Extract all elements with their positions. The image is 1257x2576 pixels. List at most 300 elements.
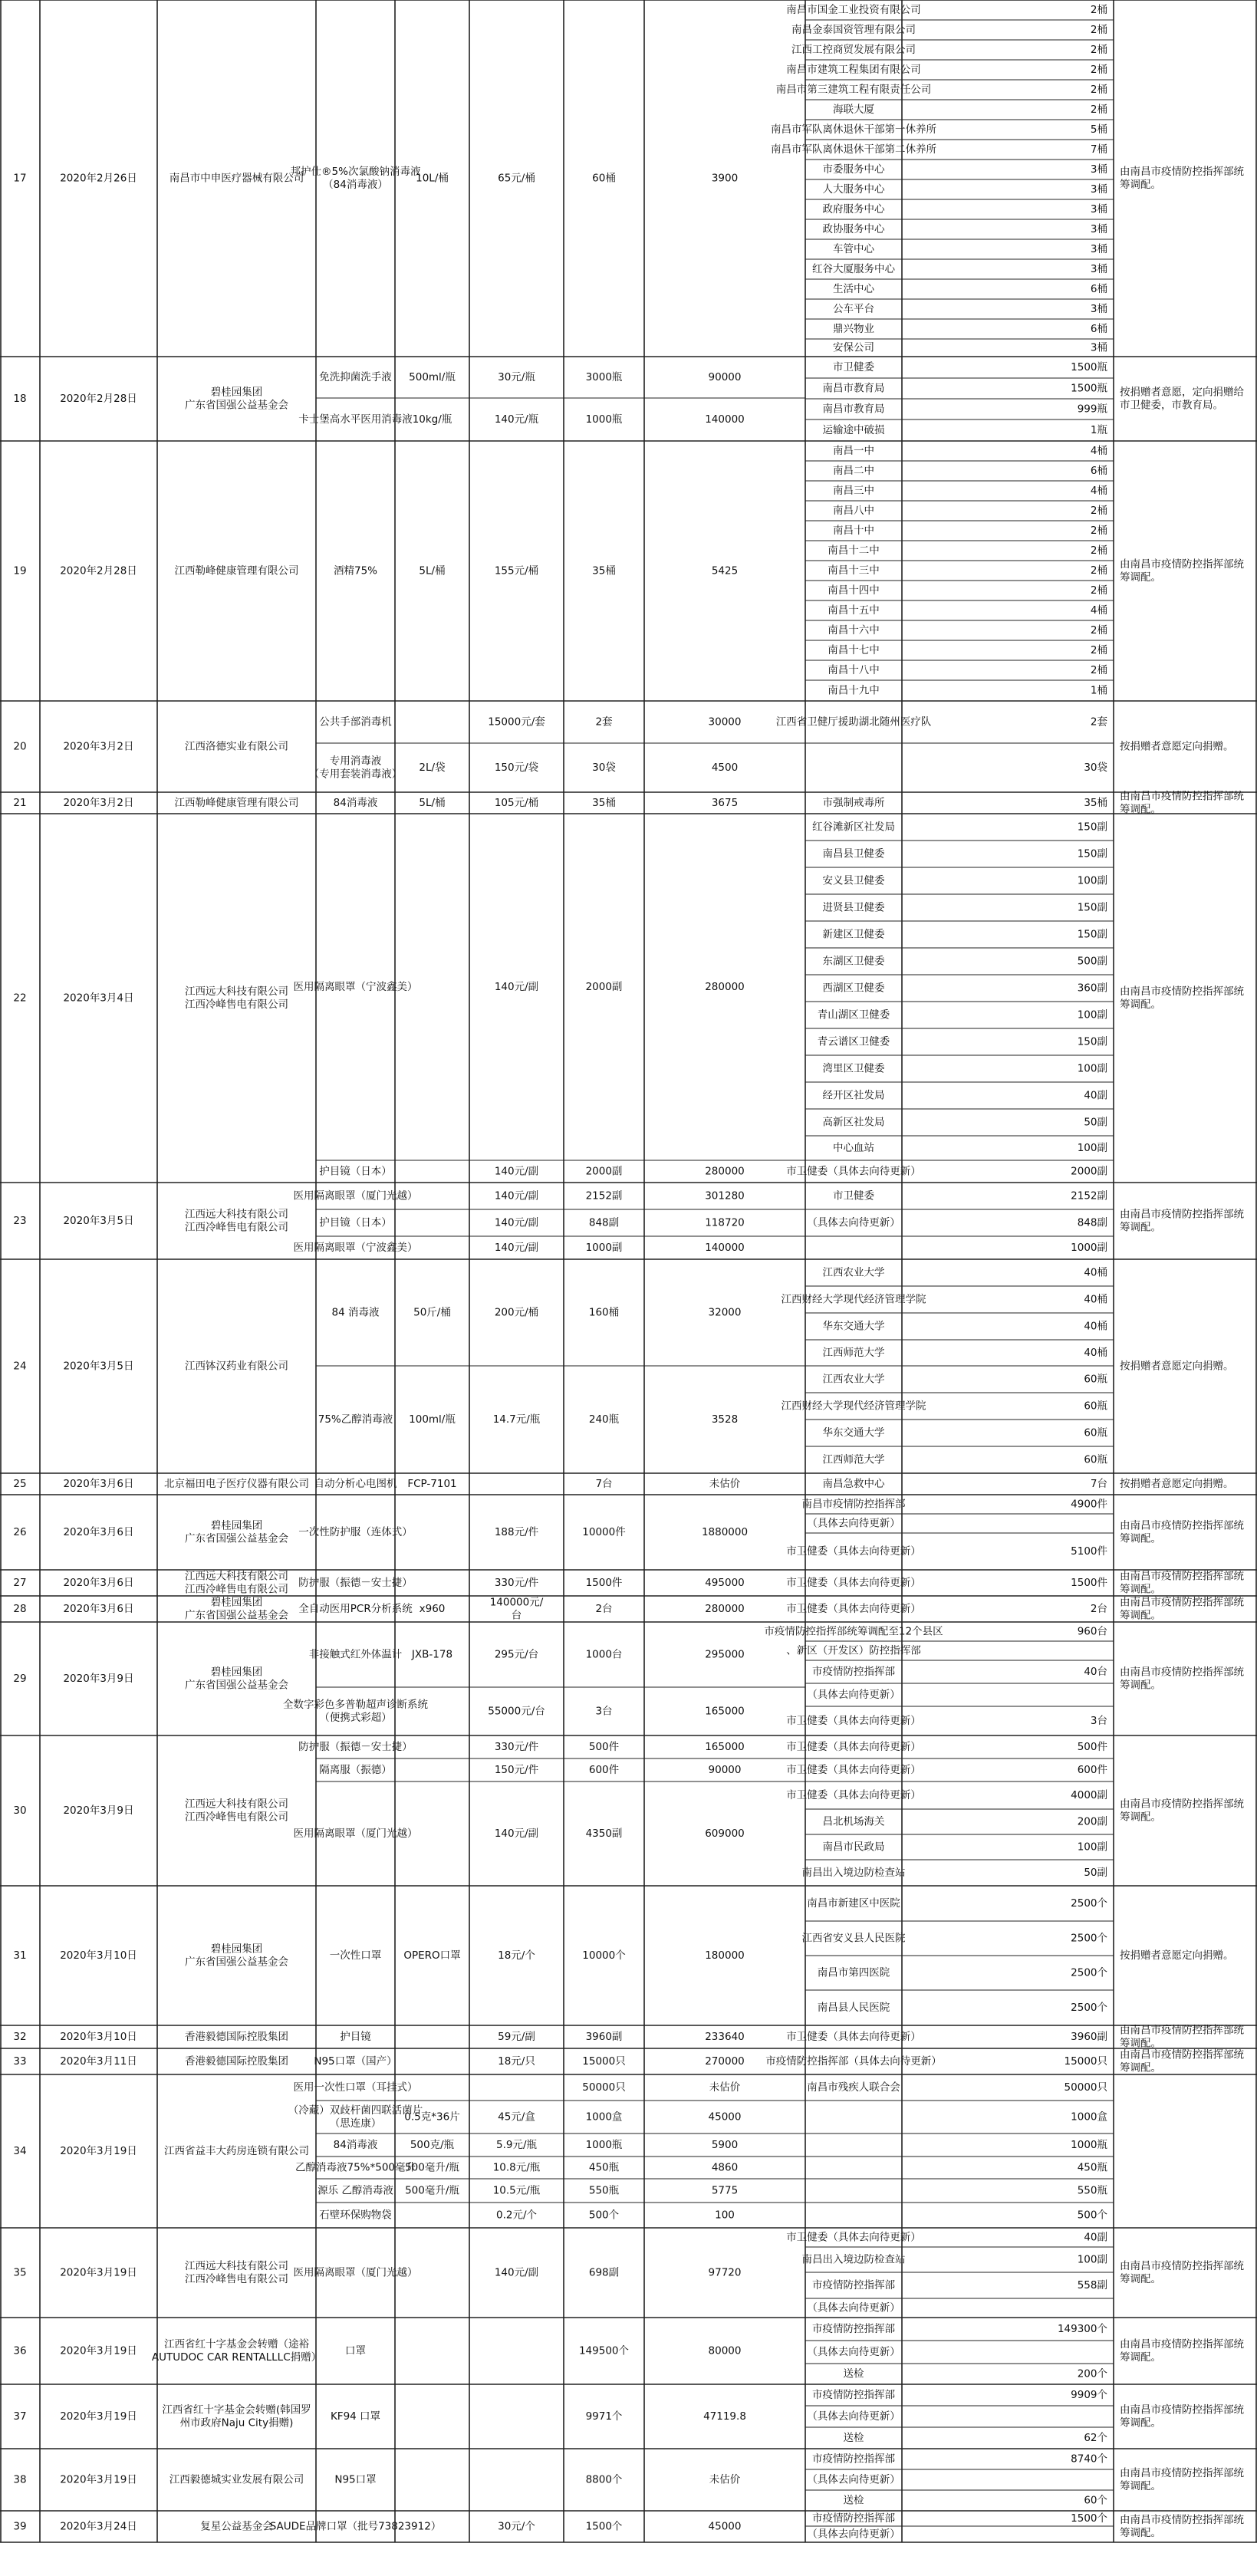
recipient-quantity: 3桶 [1090,223,1107,235]
item-amount: 495000 [705,1577,745,1589]
recipient-quantity: 848副 [1077,1216,1107,1229]
remark-text: 筹调配。 [1120,1811,1161,1824]
donation-date: 2020年3月2日 [63,797,134,809]
row-number: 30 [13,1805,27,1817]
recipient-name: 南昌市民政局 [822,1841,885,1854]
item-price: 14.7元/瓶 [492,1413,541,1426]
item-amount: 90000 [708,371,742,383]
item-quantity: 1000瓶 [585,413,623,426]
recipient-quantity: 60个 [1084,2494,1107,2507]
recipient-name: 市卫健委（具体去向待更新） [786,1577,921,1589]
item-quantity: 450瓶 [588,2161,620,2174]
item-name: 医用隔离眼罩（宁波鑫美） [293,1242,418,1254]
recipient-name: 市卫健委（具体去向待更新） [786,1545,921,1558]
item-name: 护目镜（日本） [319,1216,392,1229]
recipient-quantity: 40桶 [1084,1293,1107,1306]
donor-name: AUTUDOC CAR RENTALLLC捐赠） [151,2351,322,2364]
item-name: （冷藏）双歧杆菌四联活菌片 [288,2104,423,2117]
recipient-name: 运输途中破损 [822,424,885,436]
recipient-quantity: 558副 [1077,2279,1107,2291]
item-price: 0.2元/个 [495,2209,538,2222]
recipient-quantity: 60瓶 [1084,1400,1107,1413]
donor-name: 江西冷峰售电有限公司 [185,998,288,1011]
recipient-name: 市卫健委（具体去向待更新） [786,1741,921,1753]
item-amount: 100 [715,2209,735,2222]
item-name: KF94 口罩 [330,2410,381,2423]
donation-date: 2020年3月2日 [63,740,134,753]
item-quantity: 550瓶 [588,2184,620,2197]
remark-text: 筹调配。 [1120,2416,1161,2430]
recipient-quantity: 149300个 [1057,2323,1107,2335]
recipient-name: 南昌十八中 [828,664,880,676]
item-quantity: 3台 [595,1705,613,1718]
recipient-name: 南昌市疫情防控指挥部 [801,1498,906,1511]
remark-text: 按捐赠者意愿定向捐赠。 [1120,1360,1234,1373]
item-quantity: 15000只 [582,2055,626,2068]
donor-name: 广东省国强公益基金会 [185,1679,288,1692]
recipient-quantity: 2桶 [1090,64,1107,76]
recipient-quantity: 1桶 [1090,684,1107,697]
item-price: 10.8元/瓶 [492,2161,541,2174]
recipient-name: 海联大厦 [833,104,874,116]
recipient-name: 南昌一中 [833,445,874,457]
remark-text: 筹调配。 [1120,1221,1161,1234]
recipient-name: 南昌金泰国资管理有限公司 [791,24,916,36]
remark-text: 由南昌市疫情防控指挥部统 [1120,2514,1244,2526]
row-number: 24 [13,1360,27,1373]
donor-name: 碧桂园集团 [210,386,263,399]
recipient-quantity: 1瓶 [1090,424,1107,436]
recipient-quantity: 960台 [1077,1625,1107,1638]
item-name: 医用隔离眼罩（宁波鑫美） [293,981,418,993]
remark-text: 由南昌市疫情防控指挥部统 [1120,2024,1244,2037]
donor-name: 碧桂园集团 [210,1943,263,1956]
recipient-name: （具体去向待更新） [807,1216,900,1229]
item-amount: 5775 [711,2184,739,2197]
item-quantity: 9971个 [585,2410,623,2423]
item-quantity: 2套 [595,716,613,729]
remark-text: 由南昌市疫情防控指挥部统 [1120,1666,1244,1679]
row-number: 32 [13,2031,27,2043]
item-spec: 0.5克*36片 [404,2110,460,2124]
remark-text: 由南昌市疫情防控指挥部统 [1120,2338,1244,2351]
item-name: （专用套装消毒液） [308,768,403,781]
item-amount: 4860 [711,2161,739,2174]
item-price: 140元/副 [494,1165,539,1178]
recipient-quantity: 200个 [1077,2367,1107,2380]
recipient-quantity: 5桶 [1090,123,1107,136]
recipient-quantity: 1000瓶 [1071,2139,1107,2151]
recipient-quantity: 3桶 [1090,341,1107,354]
donation-date: 2020年3月6日 [63,1603,134,1615]
recipient-quantity: 4桶 [1090,485,1107,497]
item-price: 台 [511,1609,522,1622]
item-price: 105元/桶 [494,797,539,809]
recipient-name: 南昌十二中 [828,544,880,557]
donor-name: 北京福田电子医疗仪器有限公司 [164,1478,309,1490]
row-number: 21 [13,797,27,809]
recipient-name: 南昌急救中心 [822,1478,885,1490]
recipient-quantity: 6桶 [1090,323,1107,335]
recipient-name: 江西财经大学现代经济管理学院 [781,1293,926,1306]
recipient-quantity: 450瓶 [1077,2161,1107,2174]
remark-text: 按捐赠者意愿定向捐赠。 [1120,740,1234,753]
item-name: 自动分析心电图机 [314,1478,397,1490]
recipient-name: 江西师范大学 [822,1347,885,1359]
recipient-name: 南昌十九中 [828,684,880,697]
recipient-quantity: 1500瓶 [1071,382,1107,395]
recipient-name: 青山湖区卫健委 [817,1008,890,1022]
donor-name: 香港毅德国际控股集团 [185,2055,288,2068]
recipient-quantity: 3桶 [1090,203,1107,215]
donor-name: 江西勒峰健康管理有限公司 [174,797,299,809]
item-amount: 280000 [705,981,745,993]
recipient-name: 南昌十五中 [828,604,880,617]
item-spec: 500ml/瓶 [409,371,456,383]
recipient-quantity: 2500个 [1071,2002,1107,2014]
recipient-name: （具体去向待更新） [807,2410,900,2423]
item-name: 84 消毒液 [331,1306,380,1319]
recipient-name: 南昌县卫健委 [822,847,885,860]
recipient-quantity: 600件 [1077,1764,1107,1776]
recipient-name: 政府服务中心 [822,203,885,215]
remark-text: 由南昌市疫情防控指挥部统 [1120,1798,1244,1811]
donor-name: 广东省国强公益基金会 [185,1956,288,1969]
recipient-quantity: 3桶 [1090,263,1107,275]
recipient-quantity: 4900件 [1071,1498,1107,1511]
recipient-quantity: 100副 [1077,1008,1107,1022]
recipient-quantity: 150副 [1077,928,1107,941]
item-quantity: 10000件 [582,1526,626,1538]
recipient-name: （具体去向待更新） [807,2346,900,2358]
remark-text: 按捐赠者意愿定向捐赠。 [1120,1949,1234,1962]
item-name: 医用一次性口罩（耳挂式） [293,2081,418,2094]
recipient-quantity: 150副 [1077,821,1107,834]
remark-text: 筹调配。 [1120,1532,1161,1545]
item-name: N95口罩（国产） [314,2055,397,2068]
recipient-name: 江西师范大学 [822,1453,885,1466]
item-amount: 90000 [708,1764,742,1776]
item-name: N95口罩 [334,2473,377,2486]
donation-date: 2020年3月19日 [60,2473,137,2486]
donor-name: 江西远大科技有限公司 [185,1570,288,1583]
recipient-name: （具体去向待更新） [807,2473,900,2486]
item-name: 医用隔离眼罩（厦门光越） [293,1828,418,1840]
item-amount: 5425 [711,564,739,577]
item-price: 330元/件 [494,1577,539,1589]
item-name: 口罩 [345,2344,366,2357]
recipient-name: 南昌市残疾人联合会 [807,2081,900,2094]
remark-text: 由南昌市疫情防控指挥部统 [1120,166,1244,178]
row-number: 27 [13,1577,27,1589]
donation-date: 2020年3月19日 [60,2410,137,2423]
recipient-quantity: 40桶 [1084,1347,1107,1359]
remark-text: 筹调配。 [1120,1583,1161,1596]
item-price: 200元/桶 [494,1306,539,1319]
recipient-quantity: 500件 [1077,1741,1107,1753]
recipient-quantity: 2桶 [1090,24,1107,36]
recipient-name: 华东交通大学 [822,1426,885,1439]
item-amount: 30000 [708,716,742,729]
item-amount: 5900 [711,2139,739,2151]
recipient-quantity: 50副 [1084,1867,1107,1879]
recipient-name: 南昌市第三建筑工程有限责任公司 [775,84,932,96]
row-number: 26 [13,1526,27,1538]
recipient-name: 送检 [843,2367,864,2380]
item-quantity: 1000盒 [585,2110,623,2124]
donation-date: 2020年3月19日 [60,2344,137,2357]
recipient-name: 新建区卫健委 [822,928,885,941]
donor-name: 广东省国强公益基金会 [185,1532,288,1545]
remark-text: 由南昌市疫情防控指挥部统 [1120,558,1244,571]
item-spec: 100ml/瓶 [409,1413,456,1426]
recipient-quantity: 2台 [1090,1603,1107,1615]
row-number: 20 [13,740,27,753]
recipient-quantity: 200副 [1077,1815,1107,1828]
recipient-quantity: 4桶 [1090,445,1107,457]
recipient-name: 南昌市国金工业投资有限公司 [786,4,921,16]
remark-text: 按捐赠者意愿定向捐赠。 [1120,1478,1234,1490]
item-price: 155元/桶 [494,564,539,577]
recipient-quantity: 3960副 [1071,2031,1107,2043]
recipient-name: 西湖区卫健委 [822,982,885,995]
recipient-quantity: 3桶 [1090,163,1107,176]
recipient-name: 进贤县卫健委 [822,901,885,914]
recipient-quantity: 40桶 [1084,1320,1107,1333]
donor-name: 碧桂园集团 [210,1519,263,1532]
recipient-name: 经开区社发局 [822,1089,885,1102]
remark-text: 由南昌市疫情防控指挥部统 [1120,2260,1244,2272]
recipient-name: 南昌十四中 [828,584,880,597]
item-name: 专用消毒液 [329,755,382,768]
remark-text: 筹调配。 [1120,2273,1161,2285]
item-amount: 47119.8 [703,2410,746,2423]
item-amount: 80000 [708,2344,742,2357]
item-price: 140元/副 [494,981,539,993]
recipient-name: 市疫情防控指挥部（具体去向待更新） [765,2055,942,2068]
recipient-quantity: 2桶 [1090,644,1107,656]
item-amount: 未估价 [709,2081,741,2094]
donation-date: 2020年3月10日 [60,1949,137,1962]
item-name: 84消毒液 [333,797,378,809]
remark-text: 由南昌市疫情防控指挥部统 [1120,2403,1244,2416]
recipient-name: 送检 [843,2494,864,2507]
recipient-quantity: 2套 [1090,716,1107,729]
remark-text: 筹调配。 [1120,2480,1161,2492]
item-spec: FCP-7101 [407,1478,457,1490]
donor-name: 江西省红十字基金会转赠（途裕 [164,2338,309,2351]
item-spec: 10kg/瓶 [412,413,452,426]
recipient-quantity: 35桶 [1084,797,1107,809]
recipient-quantity: 7台 [1090,1478,1107,1490]
recipient-quantity: 100副 [1077,874,1107,887]
item-quantity: 7台 [595,1478,613,1490]
donor-name: 广东省国强公益基金会 [185,399,288,412]
item-price: 15000元/套 [488,716,545,729]
item-amount: 280000 [705,1165,745,1178]
item-quantity: 500个 [588,2209,620,2222]
donor-name: 州市政府Naju City捐赠) [179,2416,294,2430]
recipient-quantity: 6桶 [1090,465,1107,477]
row-number: 34 [13,2145,27,2157]
item-amount: 1880000 [701,1526,749,1538]
item-amount: 295000 [705,1648,745,1661]
recipient-quantity: 60瓶 [1084,1426,1107,1439]
donor-name: 江西勒峰健康管理有限公司 [174,564,299,577]
item-price: 140元/副 [494,2266,539,2279]
donation-date: 2020年3月19日 [60,2266,137,2279]
recipient-quantity: 3台 [1090,1715,1107,1727]
remark-text: 筹调配。 [1120,998,1161,1011]
remark-text: 市卫健委，市教育局。 [1120,399,1223,412]
recipient-quantity: 40台 [1084,1666,1107,1678]
item-amount: 140000 [705,1242,745,1254]
item-name: 全自动医用PCR分析系统 [298,1603,413,1615]
item-price: 5.9元/瓶 [495,2139,538,2151]
item-name: 酒精75% [333,564,378,577]
recipient-quantity: 150副 [1077,901,1107,914]
recipient-quantity: 2桶 [1090,664,1107,676]
recipient-quantity: 4桶 [1090,604,1107,617]
remark-text: 由南昌市疫情防控指挥部统 [1120,2467,1244,2479]
recipient-quantity: 500副 [1077,955,1107,968]
recipient-name: 市疫情防控指挥部 [812,2323,895,2335]
item-amount: 未估价 [709,1478,741,1490]
donor-name: 江西毅德城实业发展有限公司 [169,2473,304,2486]
recipient-name: 市卫健委（具体去向待更新） [786,1715,921,1727]
recipient-name: 南昌十三中 [828,564,880,577]
item-price: 59元/副 [498,2031,535,2043]
item-quantity: 35桶 [592,797,616,809]
donor-name: 复星公益基金会 [200,2520,273,2533]
remark-text: 由南昌市疫情防控指挥部统 [1120,790,1244,803]
donation-date: 2020年3月11日 [60,2055,137,2068]
remark-text: 筹调配。 [1120,2037,1161,2050]
recipient-quantity: 100副 [1077,2253,1107,2266]
item-price: 65元/桶 [498,172,535,185]
item-spec: 500毫升/瓶 [405,2184,459,2197]
item-amount: 97720 [708,2266,742,2279]
recipient-name: 江西省卫健厅援助湖北随州医疗队 [775,716,932,729]
donor-name: 江西省益丰大药房连锁有限公司 [164,2145,309,2157]
recipient-name: 南昌十中 [833,525,874,537]
recipient-name: （具体去向待更新） [807,2528,900,2541]
recipient-quantity: 60瓶 [1084,1453,1107,1466]
recipient-name: （具体去向待更新） [807,2301,900,2314]
recipient-quantity: 7桶 [1090,143,1107,156]
donation-date: 2020年3月5日 [63,1215,134,1227]
recipient-name: 市卫健委（具体去向待更新） [786,1764,921,1776]
recipient-quantity: 2000副 [1071,1165,1107,1178]
item-spec: JXB-178 [411,1648,453,1661]
item-price: 140000元/ [489,1596,544,1609]
item-spec: 5L/桶 [419,797,446,809]
recipient-quantity: 100副 [1077,1062,1107,1075]
item-price: 150元/件 [494,1764,539,1776]
donor-name: 江西远大科技有限公司 [185,2260,288,2272]
item-quantity: 149500个 [578,2344,630,2357]
donation-date: 2020年3月5日 [63,1360,134,1373]
item-amount: 165000 [705,1741,745,1753]
recipient-name: 南昌出入境边防检查站 [801,1867,906,1879]
recipient-name: 市卫健委（具体去向待更新） [786,1165,921,1178]
item-name: SAUDE品牌口罩（批号73823912） [269,2520,442,2533]
donation-date: 2020年3月6日 [63,1526,134,1538]
item-name: （84消毒液） [323,179,388,191]
recipient-name: 市卫健委 [833,361,874,373]
recipient-name: 南昌二中 [833,465,874,477]
item-name: 护目镜（日本） [319,1165,392,1178]
recipient-name: （具体去向待更新） [807,1689,900,1701]
recipient-name: 市疫情防控指挥部 [812,2389,895,2401]
donor-name: 江西远大科技有限公司 [185,985,288,998]
item-amount: 3528 [711,1413,739,1426]
recipient-quantity: 2152副 [1071,1189,1107,1202]
recipient-name: 东湖区卫健委 [822,955,885,968]
item-quantity: 60桶 [592,172,616,185]
recipient-name: 南昌出入境边防检查站 [801,2253,906,2266]
remark-text: 由南昌市疫情防控指挥部统 [1120,985,1244,998]
item-quantity: 2152副 [585,1189,623,1202]
recipient-quantity: 2桶 [1090,44,1107,56]
item-quantity: 3960副 [585,2031,623,2043]
remark-text: 由南昌市疫情防控指挥部统 [1120,1596,1244,1609]
donor-name: 碧桂园集团 [210,1666,263,1679]
recipient-name: 青云谱区卫健委 [817,1035,890,1048]
item-quantity: 1000台 [585,1648,623,1661]
item-name: 75%乙醇消毒液 [318,1413,393,1426]
row-number: 25 [13,1478,27,1490]
item-name: 全数字彩色多普勒超声诊断系统 [283,1699,428,1711]
item-amount: 45000 [708,2520,742,2533]
item-price: 45元/盒 [498,2110,535,2124]
recipient-name: 昌北机场海关 [822,1815,885,1828]
item-spec: OPERO口罩 [403,1949,461,1962]
item-amount: 118720 [705,1216,745,1229]
item-spec: 500克/瓶 [410,2139,455,2151]
item-quantity: 2台 [595,1603,613,1615]
recipient-quantity: 30袋 [1084,762,1107,774]
item-spec: x960 [419,1603,446,1615]
item-name: 免洗抑菌洗手液 [319,371,392,383]
item-spec: 50斤/桶 [413,1306,451,1319]
item-quantity: 1500个 [585,2520,623,2533]
item-name: （思连康） [329,2117,382,2130]
recipient-name: 鼎兴物业 [833,323,874,335]
recipient-name: 南昌八中 [833,505,874,517]
recipient-name: 生活中心 [833,283,874,295]
item-price: 140元/副 [494,1216,539,1229]
recipient-name: 市疫情防控指挥部 [812,1666,895,1678]
donation-date: 2020年3月9日 [63,1673,134,1685]
recipient-name: 南昌市军队离休退休干部第一休养所 [771,123,936,136]
recipient-quantity: 1500个 [1071,2512,1107,2525]
recipient-quantity: 100副 [1077,1841,1107,1854]
donor-name: 江西洛德实业有限公司 [185,740,288,753]
recipient-quantity: 150副 [1077,847,1107,860]
row-number: 33 [13,2055,27,2068]
item-name: 邦护仕®5%次氯酸钠消毒液 [290,166,421,178]
recipient-name: 高新区社发局 [822,1116,885,1129]
donation-date: 2020年2月28日 [60,564,137,577]
item-price: 55000元/台 [488,1705,545,1718]
recipient-quantity: 2桶 [1090,4,1107,16]
item-amount: 301280 [705,1189,745,1202]
item-amount: 270000 [705,2055,745,2068]
recipient-name: 市卫健委（具体去向待更新） [786,2231,921,2244]
item-amount: 280000 [705,1603,745,1615]
row-number: 38 [13,2473,27,2486]
